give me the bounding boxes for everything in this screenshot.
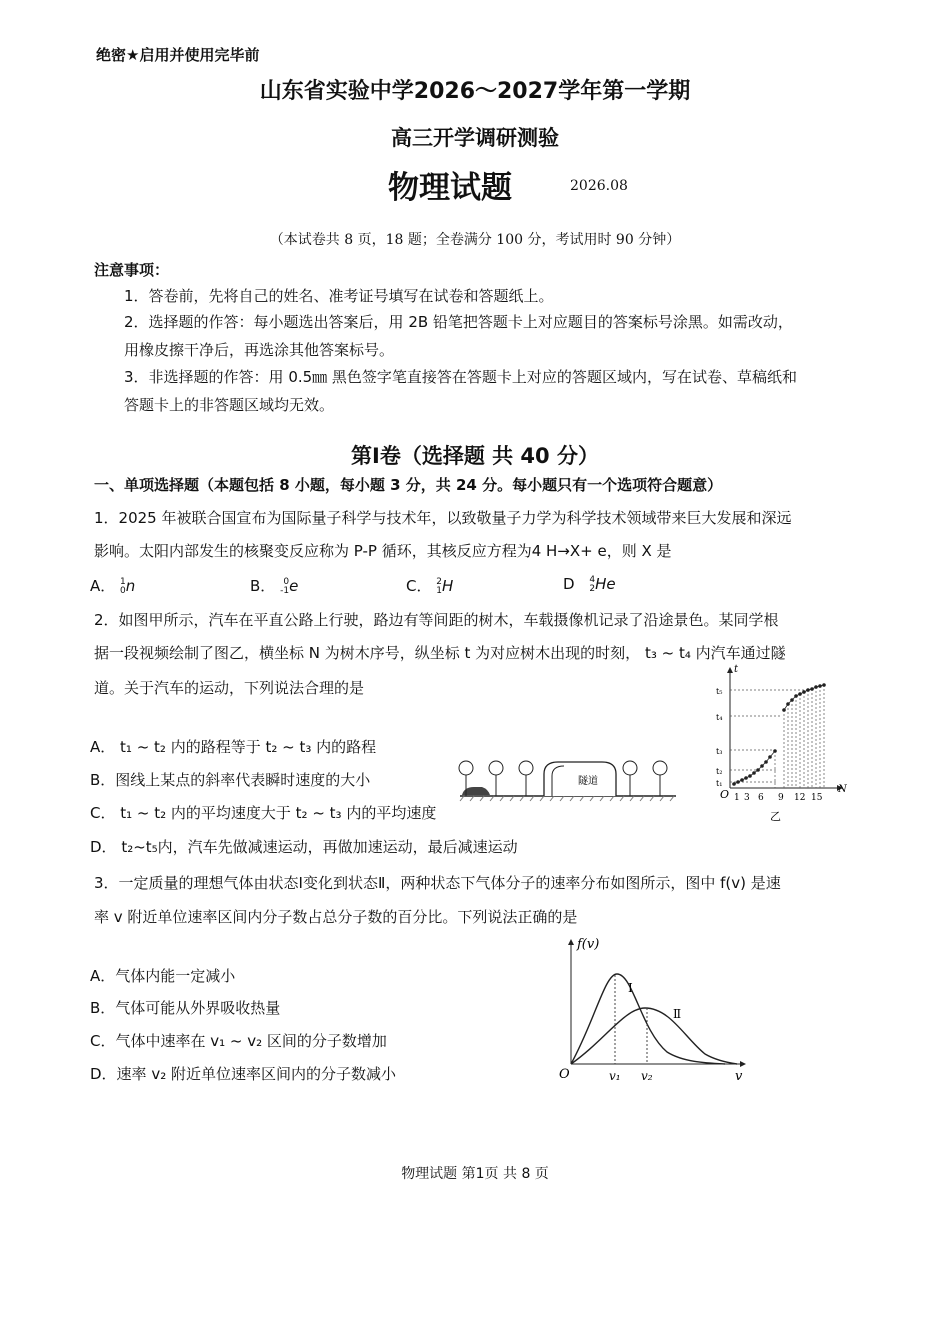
exam-title: 高三开学调研测验 <box>391 126 559 150</box>
q3-figure-speed-distribution <box>555 930 755 1085</box>
x-tick-1: 1 <box>734 793 740 803</box>
q1-option-b-label: B． <box>250 577 276 595</box>
x-tick-6: 6 <box>758 793 764 803</box>
fv-axis-label: f(v) <box>577 937 600 952</box>
q1-option-d-label: D <box>563 575 575 593</box>
exam-date: 2026.08 <box>570 178 628 194</box>
notice-line-3: 用橡皮擦干净后，再选涂其他答案标号。 <box>124 341 395 359</box>
q2-line-3: 道。关于汽车的运动，下列说法合理的是 <box>94 679 365 697</box>
q3-option-b[interactable]: B．气体可能从外界吸收热量 <box>90 999 281 1017</box>
q1-b-mass-number: 0 <box>283 576 290 587</box>
school-title: 山东省实验中学2026～2027学年第一学期 <box>259 79 691 104</box>
origin-label: O <box>720 788 730 801</box>
q3-line-1: 3．一定质量的理想气体由状态Ⅰ变化到状态Ⅱ，两种状态下气体分子的速率分布如图所示，图中 f(v) 是速 <box>94 874 781 892</box>
y-tick-t3: t₃ <box>716 747 723 756</box>
q1-d-symbol: He <box>595 575 616 593</box>
q1-option-a[interactable] <box>90 575 135 596</box>
v-axis-label: v <box>735 1069 743 1084</box>
q2-option-c[interactable]: C． t₁ ~ t₂ 内的平均速度大于 t₂ ~ t₃ 内的平均速度 <box>90 804 437 822</box>
q1-c-charge-number: 1 <box>436 585 442 596</box>
y-tick-t5: t₅ <box>716 687 723 696</box>
x-tick-15: 15 <box>811 793 823 803</box>
q1-d-mass-number: 4 <box>589 574 596 585</box>
x-tick-9: 9 <box>778 793 784 803</box>
q1-line-1: 1．2025 年被联合国宣布为国际量子科学与技术年，以致敬量子力学为科学技术领域带来巨大发展和深远 <box>94 509 792 527</box>
q1-option-c-label: C． <box>406 577 432 595</box>
q2-line-2: 据一段视频绘制了图乙，横坐标 N 为树木序号，纵坐标 t 为对应树木出现的时刻， t₃ ~ t₄ 内汽车通过隧 <box>94 644 786 662</box>
q2-line-1: 2．如图甲所示，汽车在平直公路上行驶，路边有等间距的树木，车载摄像机记录了沿途景色。某同学根 <box>94 611 779 629</box>
q3-option-d[interactable]: D．速率 v₂ 附近单位速率区间内的分子数减小 <box>90 1065 396 1083</box>
notice-line-5: 答题卡上的非答题区域均无效。 <box>124 396 335 414</box>
q1-option-a-label: A． <box>90 577 116 595</box>
page-footer: 物理试题 第1页 共 8 页 <box>401 1166 549 1182</box>
q3-line-2: 率 v 附近单位速率区间内分子数占总分子数的百分比。下列说法正确的是 <box>94 908 578 926</box>
dashed-guides <box>730 685 824 788</box>
notice-line-2: 2．选择题的作答：每小题选出答案后，用 2B 铅笔把答题卡上对应题目的答案标号涂黑。如需改动， <box>124 313 793 331</box>
y-tick-t2: t₂ <box>716 767 723 776</box>
tree-icon <box>653 761 667 796</box>
q1-a-mass-number: 1 <box>120 576 126 587</box>
x-tick-12: 12 <box>794 793 806 803</box>
q1-a-charge-number: 0 <box>120 585 126 596</box>
q1-line-2: 影响。太阳内部发生的核聚变反应称为 P-P 循环，其核反应方程为4 H→X+ e，则 X 是 <box>94 542 672 560</box>
x-tick-labels <box>734 793 823 803</box>
q2-option-d[interactable]: D． t₂~t₅内，汽车先做减速运动，再做加速运动，最后减速运动 <box>90 838 518 856</box>
q1-b-symbol: e <box>289 577 299 595</box>
confidential-mark: 绝密★启用并使用完毕前 <box>96 46 260 64</box>
q2-figure-tn-graph <box>712 660 850 824</box>
q1-b-charge-number: -1 <box>280 585 290 596</box>
part-heading: 一、单项选择题（本题包括 8 小题，每小题 3 分，共 24 分。每小题只有一个选项符合题意） <box>94 476 723 494</box>
n-axis-label: N <box>838 784 847 795</box>
q3-option-c[interactable]: C．气体中速率在 v₁ ~ v₂ 区间的分子数增加 <box>90 1032 387 1050</box>
v2-label: v₂ <box>641 1069 653 1083</box>
t-axis-label: t <box>734 664 739 675</box>
q2-option-b[interactable]: B．图线上某点的斜率代表瞬时速度的大小 <box>90 771 371 789</box>
q1-c-symbol: H <box>442 577 454 595</box>
tree-icon <box>519 761 533 796</box>
curve-1-label: Ⅰ <box>628 981 633 995</box>
q2-option-a[interactable]: A． t₁ ~ t₂ 内的路程等于 t₂ ~ t₃ 内的路程 <box>90 738 377 756</box>
y-tick-labels <box>716 687 722 788</box>
subject-title: 物理试题 <box>388 170 512 206</box>
notice-line-4: 3．非选择题的作答：用 0.5㎜ 黑色签字笔直接答在答题卡上对应的答题区域内，写在试卷、草稿纸和 <box>124 368 797 386</box>
q1-option-d[interactable] <box>563 575 616 594</box>
q3-option-a[interactable]: A．气体内能一定减小 <box>90 967 236 985</box>
v1-label: v₁ <box>609 1069 621 1083</box>
q1-option-c[interactable] <box>406 575 453 596</box>
notice-line-1: 1．答卷前，先将自己的姓名、准考证号填写在试卷和答题纸上。 <box>124 287 554 305</box>
q1-d-charge-number: 2 <box>589 583 596 594</box>
y-tick-t4: t₄ <box>716 713 723 722</box>
fig-yi-label: 乙 <box>770 810 781 823</box>
section-title: 第Ⅰ卷（选择题 共 40 分） <box>351 444 599 468</box>
q1-c-mass-number: 2 <box>436 576 442 587</box>
tree-icon <box>489 761 503 796</box>
q1-a-symbol: n <box>125 577 136 595</box>
notice-title: 注意事项： <box>94 261 170 279</box>
tree-icon <box>623 761 637 796</box>
exam-info: （本试卷共 8 页，18 题；全卷满分 100 分，考试用时 90 分钟） <box>269 232 681 248</box>
y-tick-t1: t₁ <box>716 779 723 788</box>
curve-2-label: Ⅱ <box>673 1007 682 1021</box>
q2-figure-road <box>452 754 682 804</box>
x-tick-3: 3 <box>744 793 750 803</box>
q1-option-b[interactable] <box>250 575 298 596</box>
origin-label: O <box>559 1067 570 1082</box>
tunnel-label: 隧道 <box>578 776 598 787</box>
